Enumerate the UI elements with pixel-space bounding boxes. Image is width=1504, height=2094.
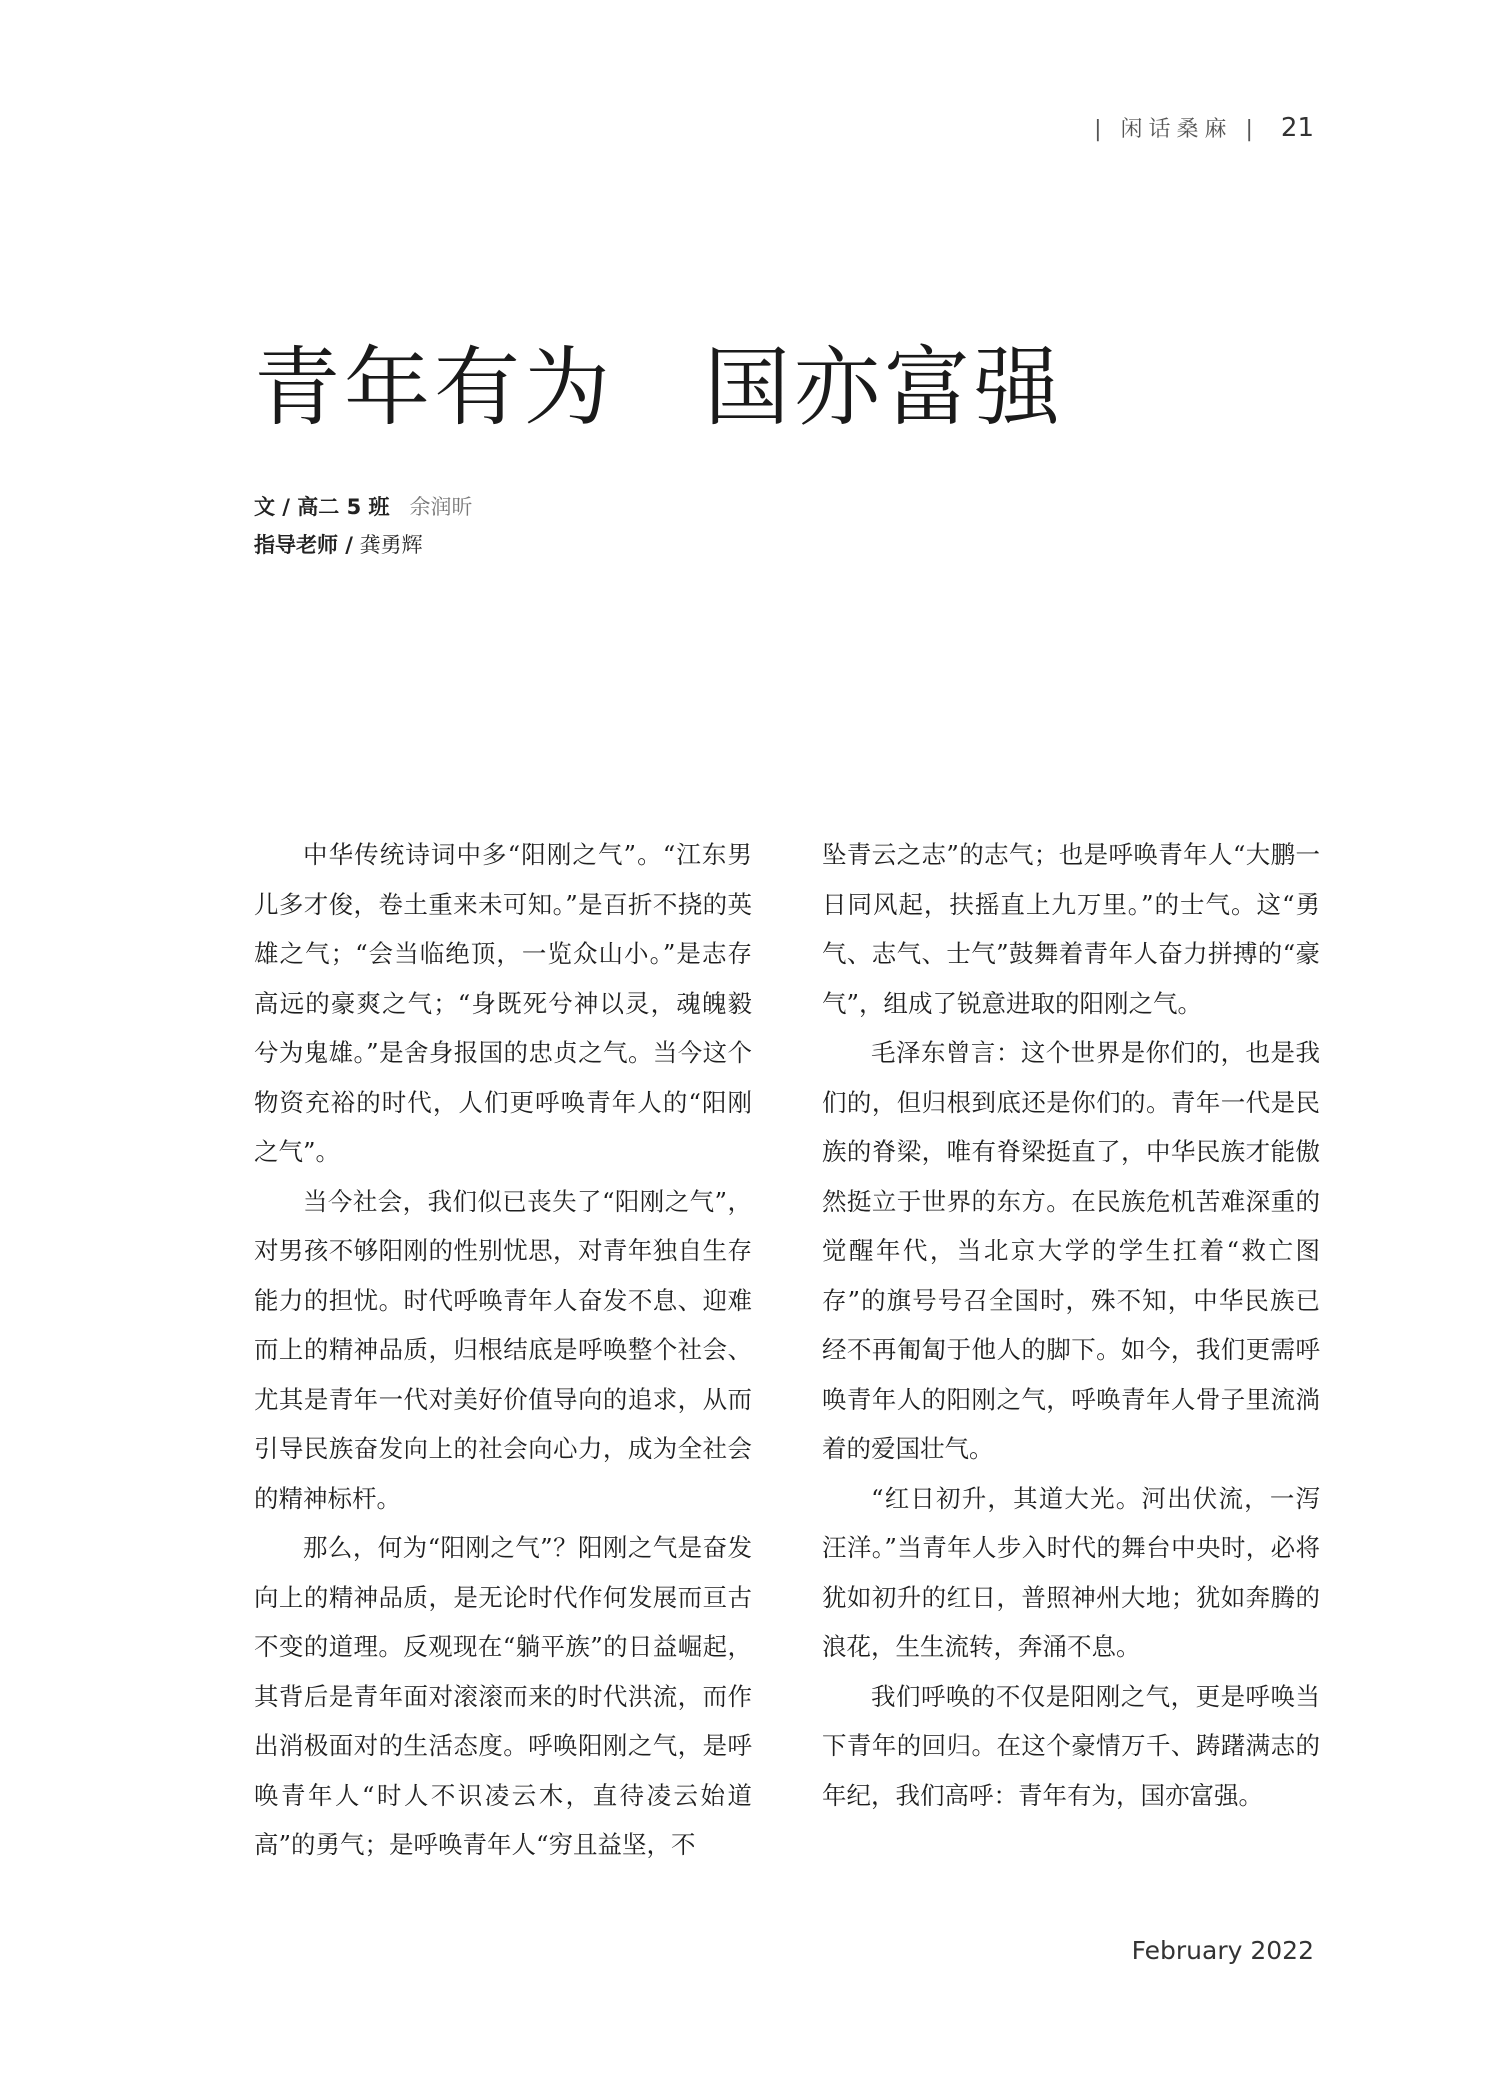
paragraph-continuation: 坠青云之志”的志气；也是呼唤青年人“大鹏一日同风起，扶摇直上九万里。”的士气。这“勇气、志气、士气”鼓舞着青年人奋力拼搏的“豪气”，组成了锐意进取的阳刚之气。 — [822, 840, 1320, 1018]
author-line — [254, 488, 473, 526]
paragraph: “红日初升，其道大光。河出伏流，一泻汪洋。”当青年人步入时代的舞台中央时，必将犹如初升的红日，普照神州大地；犹如奔腾的浪花，生生流转，奔涌不息。 — [822, 1483, 1320, 1661]
author-label: 文 / 高二 5 班 — [254, 495, 390, 519]
paragraph: 我们呼唤的不仅是阳刚之气，更是呼唤当下青年的回归。在这个豪情万千、踌躇满志的年纪，我们高呼：青年有为，国亦富强。 — [822, 1681, 1320, 1810]
paragraph: 中华传统诗词中多“阳刚之气”。“江东男儿多才俊，卷土重来未可知。”是百折不挠的英雄之气；“会当临绝顶，一览众山小。”是志存高远的豪爽之气；“身既死兮神以灵，魂魄毅兮为鬼雄。”是舍身报国的忠贞之气。当今这个物资充裕的时代，人们更呼唤青年人的“阳刚之气”。 — [254, 840, 752, 1166]
running-header — [1094, 112, 1314, 143]
author-name: 余润昕 — [409, 495, 473, 519]
paragraph: 那么，何为“阳刚之气”？阳刚之气是奋发向上的精神品质，是无论时代作何发展而亘古不变的道理。反观现在“躺平族”的日益崛起，其背后是青年面对滚滚而来的时代洪流，而作出消极面对的生活态度。呼唤阳刚之气，是呼唤青年人“时人不识凌云木，直待凌云始道高”的勇气；是呼唤青年人“穷且益坚，不 — [254, 1533, 752, 1859]
paragraph: 当今社会，我们似已丧失了“阳刚之气”，对男孩不够阳刚的性别忧思，对青年独自生存能力的担忧。时代呼唤青年人奋发不息、迎难而上的精神品质，归根结底是呼唤整个社会、尤其是青年一代对美好价值导向的追求，从而引导民族奋发向上的社会向心力，成为全社会的精神标杆。 — [254, 1186, 752, 1513]
article-column-left — [254, 830, 752, 1870]
advisor-line — [254, 526, 473, 564]
article-column-right — [822, 830, 1320, 1820]
page-number: 21 — [1280, 112, 1314, 143]
advisor-name: 龚勇辉 — [359, 533, 423, 557]
article-title: 青年有为 国亦富强 — [254, 338, 1064, 438]
paragraph: 毛泽东曾言：这个世界是你们的，也是我们的，但归根到底还是你们的。青年一代是民族的脊梁，唯有脊梁挺直了，中华民族才能傲然挺立于世界的东方。在民族危机苦难深重的觉醒年代，当北京大学的学生扛着“救亡图存”的旗号号召全国时，殊不知，中华民族已经不再匍匐于他人的脚下。如今，我们更需呼唤青年人的阳刚之气，呼唤青年人骨子里流淌着的爱国壮气。 — [822, 1038, 1320, 1463]
advisor-label: 指导老师 / — [254, 533, 353, 557]
byline — [254, 488, 473, 564]
section-name: | 闲话桑麻 | — [1094, 117, 1259, 142]
issue-date: February 2022 — [1131, 1936, 1314, 1965]
